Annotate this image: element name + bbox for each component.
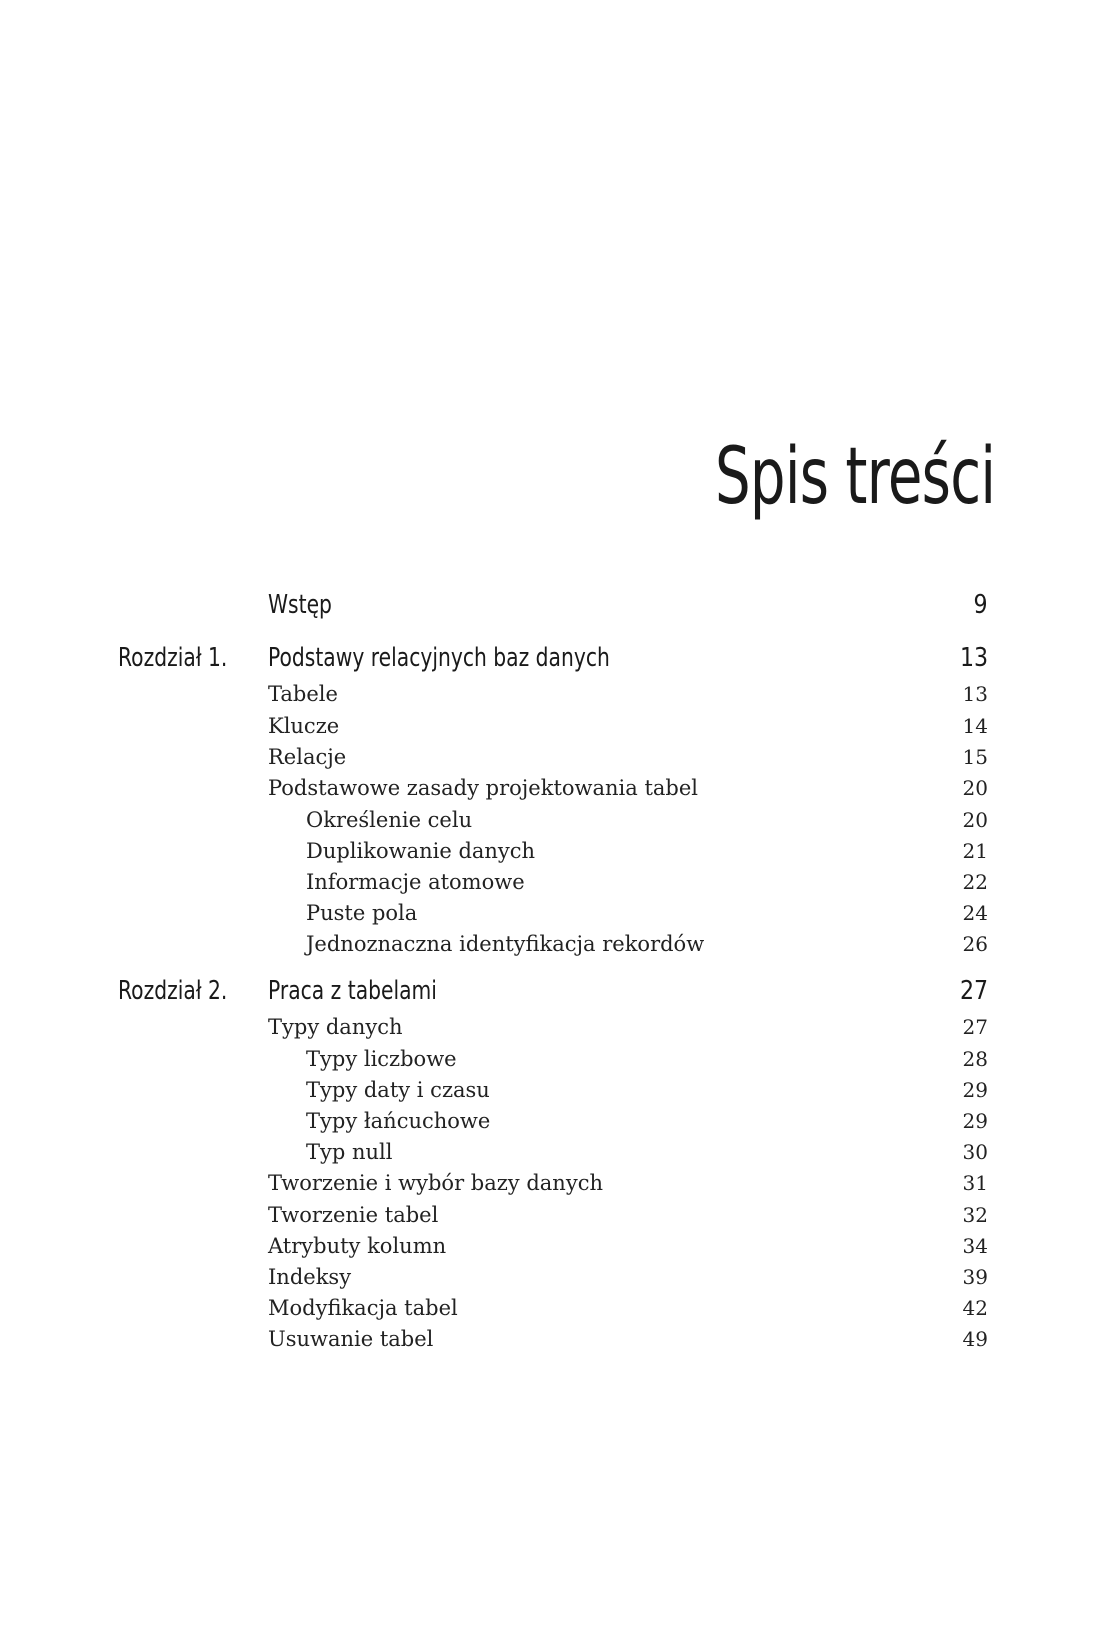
toc-entry-text: Tworzenie i wybór bazy danych: [268, 1171, 603, 1195]
toc-heading-page: 9: [973, 590, 988, 620]
toc-entry-row[interactable]: [0, 1017, 1103, 1049]
toc-entry-text: Tworzenie tabel: [268, 1203, 439, 1227]
toc-entry-text: Typ null: [306, 1140, 393, 1164]
toc-entry-row[interactable]: [0, 1267, 1103, 1299]
toc-entry-text: Jednoznaczna identyfikacja rekordów: [306, 932, 705, 956]
toc-entry-text: Typy liczbowe: [306, 1047, 457, 1071]
toc-heading-row[interactable]: [0, 590, 1103, 622]
toc-entry-text: Podstawowe zasady projektowania tabel: [268, 776, 699, 800]
toc-entry-row[interactable]: [0, 934, 1103, 966]
toc-entry-page: 13: [962, 682, 988, 706]
toc-entry-row[interactable]: [0, 778, 1103, 810]
toc-heading-text: Podstawy relacyjnych baz danych: [268, 643, 610, 673]
toc-chapter-label: Rozdział 1.: [118, 643, 228, 673]
toc-entry-text: Atrybuty kolumn: [268, 1234, 447, 1258]
toc-entry-page: 31: [962, 1171, 988, 1195]
toc-entry-row[interactable]: [0, 1298, 1103, 1330]
toc-heading-page: 27: [959, 976, 988, 1006]
toc-entry-page: 26: [962, 932, 988, 956]
toc-entry-page: 32: [962, 1203, 988, 1227]
toc-entry-text: Informacje atomowe: [306, 870, 525, 894]
toc-entry-page: 49: [962, 1327, 988, 1351]
toc-entry-row[interactable]: [0, 1329, 1103, 1361]
toc-entry-text: Duplikowanie danych: [306, 839, 536, 863]
toc-entry-text: Określenie celu: [306, 808, 473, 832]
toc-entry-row[interactable]: [0, 684, 1103, 716]
toc-entry-text: Usuwanie tabel: [268, 1327, 434, 1351]
toc-entry-page: 20: [962, 808, 988, 832]
toc-entry-page: 24: [962, 901, 988, 925]
toc-entry-row[interactable]: [0, 747, 1103, 779]
toc-heading-text: Praca z tabelami: [268, 976, 437, 1006]
toc-entry-text: Puste pola: [306, 901, 418, 925]
toc-entry-page: 20: [962, 776, 988, 800]
toc-entry-row[interactable]: [0, 1111, 1103, 1143]
toc-entry-row[interactable]: [0, 1236, 1103, 1268]
toc-entry-page: 29: [962, 1078, 988, 1102]
toc-entry-page: 14: [962, 714, 988, 738]
toc-entry-row[interactable]: [0, 1080, 1103, 1112]
page-title: Spis treści: [714, 432, 995, 522]
toc-entry-text: Typy łańcuchowe: [306, 1109, 491, 1133]
toc-entry-row[interactable]: [0, 1049, 1103, 1081]
toc-entry-page: 15: [962, 745, 988, 769]
toc-entry-text: Typy daty i czasu: [306, 1078, 490, 1102]
toc-entry-row[interactable]: [0, 872, 1103, 904]
toc-entry-row[interactable]: [0, 810, 1103, 842]
toc-entry-row[interactable]: [0, 841, 1103, 873]
toc-entry-page: 21: [962, 839, 988, 863]
toc-entry-page: 29: [962, 1109, 988, 1133]
toc-chapter-label: Rozdział 2.: [118, 976, 228, 1006]
toc-heading-page: 13: [959, 643, 988, 673]
toc-entry-text: Tabele: [268, 682, 338, 706]
toc-entry-page: 22: [962, 870, 988, 894]
toc-heading-row[interactable]: [0, 643, 1103, 675]
toc-entry-row[interactable]: [0, 1142, 1103, 1174]
toc-entry-row[interactable]: [0, 1205, 1103, 1237]
toc-entry-page: 28: [962, 1047, 988, 1071]
toc-entry-text: Klucze: [268, 714, 340, 738]
toc-entry-page: 42: [962, 1296, 988, 1320]
toc-entry-page: 34: [962, 1234, 988, 1258]
toc-heading-row[interactable]: [0, 976, 1103, 1008]
toc-entry-text: Typy danych: [268, 1015, 403, 1039]
toc-entry-row[interactable]: [0, 903, 1103, 935]
toc-entry-text: Relacje: [268, 745, 347, 769]
toc-entry-page: 27: [962, 1015, 988, 1039]
toc-entry-row[interactable]: [0, 716, 1103, 748]
toc-heading-text: Wstęp: [268, 590, 332, 620]
toc-entry-row[interactable]: [0, 1173, 1103, 1205]
toc-entry-text: Indeksy: [268, 1265, 352, 1289]
toc-entry-page: 30: [962, 1140, 988, 1164]
toc-entry-text: Modyfikacja tabel: [268, 1296, 458, 1320]
toc-entry-page: 39: [962, 1265, 988, 1289]
